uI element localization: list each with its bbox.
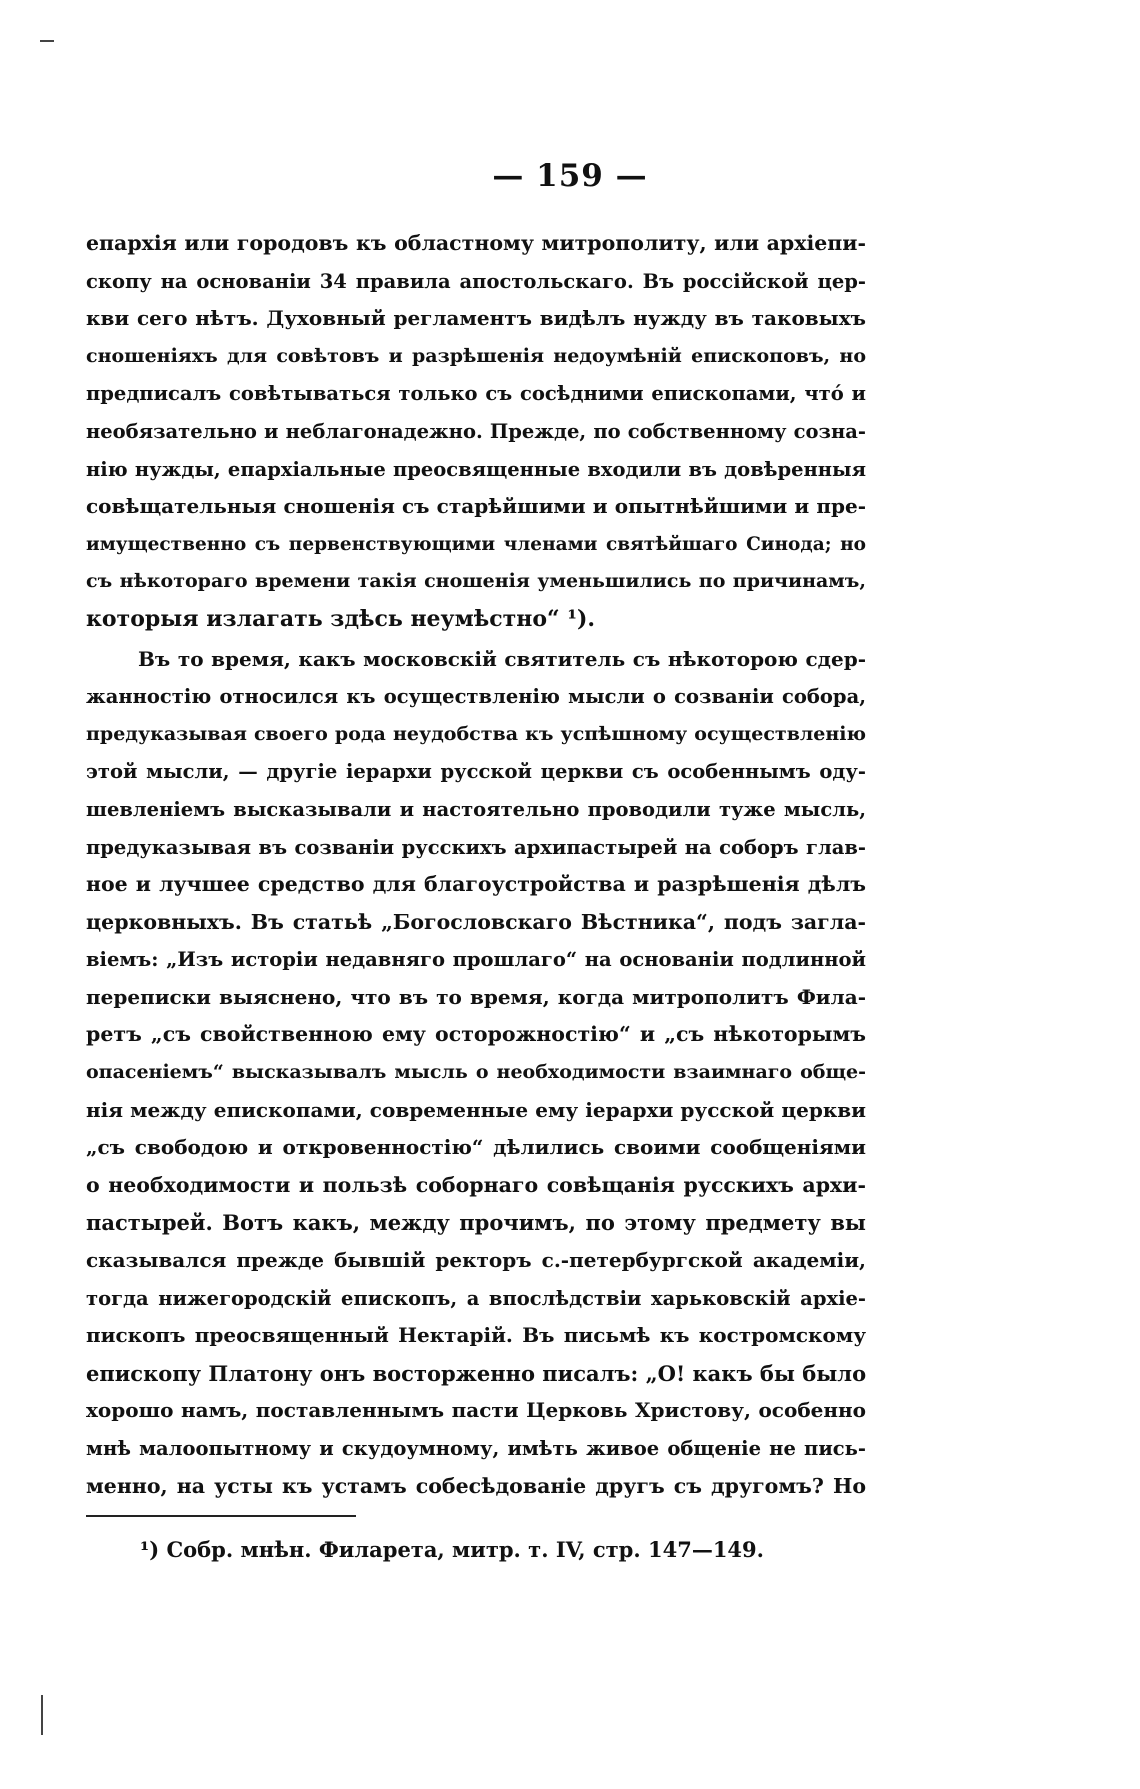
paragraph <box>86 225 866 639</box>
text-line: совѣщательныя сношенія съ старѣйшими и опытнѣйшими и пре- <box>86 494 866 519</box>
text-line: необязательно и неблагонадежно. Прежде, по собственному созна- <box>86 419 866 443</box>
text-line: епископу Платону онъ восторженно писалъ: „О! какъ бы было <box>86 1360 867 1386</box>
page-number: — 159 — <box>492 158 648 194</box>
text-line: имущественно съ первенствующими членами святѣйшаго Синода; но <box>86 533 866 555</box>
text-line: ное и лучшее средство для благоустройства и разрѣшенія дѣлъ <box>86 872 866 897</box>
text-line: мнѣ малоопытному и скудоумному, имѣть живое общеніе не пись- <box>86 1437 866 1460</box>
text-line: скопу на основаніи 34 правила апостольскаго. Въ россійской цер- <box>86 269 866 293</box>
text-line: пастырей. Вотъ какъ, между прочимъ, по этому предмету вы <box>86 1210 866 1236</box>
paragraph <box>86 641 866 1506</box>
text-line: віемъ: „Изъ исторіи недавняго прошлаго“ на основаніи подлинной <box>86 948 866 972</box>
footnote-separator <box>86 1515 356 1517</box>
text-line: тогда нижегородскій епископъ, а впослѣдствіи харьковскій архіе- <box>86 1286 866 1310</box>
text-line: шевленіемъ высказывали и настоятельно проводили туже мысль, <box>86 797 866 821</box>
text-line: церковныхъ. Въ статьѣ „Богословскаго Вѣстника“, подъ загла- <box>86 909 866 934</box>
text-line: сказывался прежде бывшій ректоръ с.-петербургской академіи, <box>86 1248 866 1273</box>
text-line: предписалъ совѣтываться только съ сосѣдними епископами, чтó и <box>86 382 866 406</box>
scan-speck-left-margin <box>41 1695 43 1735</box>
text-line: менно, на усты къ устамъ собесѣдованіе другъ съ другомъ? Но <box>86 1473 866 1498</box>
text-line: предуказывая своего рода неудобства къ успѣшному осуществленію <box>86 722 866 745</box>
footnote: ¹) Собр. мнѣн. Филарета, митр. т. IV, стр. 147—149. <box>140 1537 764 1562</box>
text-line: сношеніяхъ для совѣтовъ и разрѣшенія недоумѣній епископовъ, но <box>86 344 866 367</box>
text-line: нія между епископами, современные ему іерархи русской церкви <box>86 1097 866 1122</box>
text-line: епархія или городовъ къ областному митрополиту, или архіепи- <box>86 231 866 255</box>
text-line: хорошо намъ, поставленнымъ пасти Церковь Христову, особенно <box>86 1398 866 1423</box>
text-line: пископъ преосвященный Нектарій. Въ письмѣ къ костромскому <box>86 1323 866 1348</box>
text-line: предуказывая въ созваніи русскихъ архипастырей на соборъ глав- <box>86 835 866 859</box>
body-text <box>86 225 866 1505</box>
text-line: съ нѣкотораго времени такія сношенія уменьшились по причинамъ, <box>86 570 866 593</box>
text-line: жанностію относился къ осуществленію мысли о созваніи собора, <box>86 685 866 709</box>
text-line: „съ свободою и откровенностію“ дѣлились своими сообщеніями <box>86 1135 866 1160</box>
scan-speck-top-left <box>40 40 54 42</box>
text-line: ретъ „съ свойственною ему осторожностію“ и „съ нѣкоторымъ <box>86 1022 866 1047</box>
text-line: нію нужды, епархіальные преосвященные входили въ довѣренныя <box>86 457 866 481</box>
text-line: опасеніемъ“ высказывалъ мысль о необходимости взаимнаго обще- <box>86 1061 866 1084</box>
text-line: этой мысли, — другіе іерархи русской церкви съ особеннымъ оду- <box>86 760 866 784</box>
text-line: Въ то время, какъ московскій святитель съ нѣкоторою сдер- <box>138 646 866 671</box>
text-line: которыя излагать здѣсь неумѣстно“ ¹). <box>86 605 596 632</box>
text-line: кви сего нѣтъ. Духовный регламентъ видѣлъ нужду въ таковыхъ <box>86 306 866 331</box>
text-line: переписки выяснено, что въ то время, когда митрополитъ Фила- <box>86 984 866 1009</box>
text-line: о необходимости и пользѣ соборнаго совѣщанія русскихъ архи- <box>86 1172 866 1197</box>
